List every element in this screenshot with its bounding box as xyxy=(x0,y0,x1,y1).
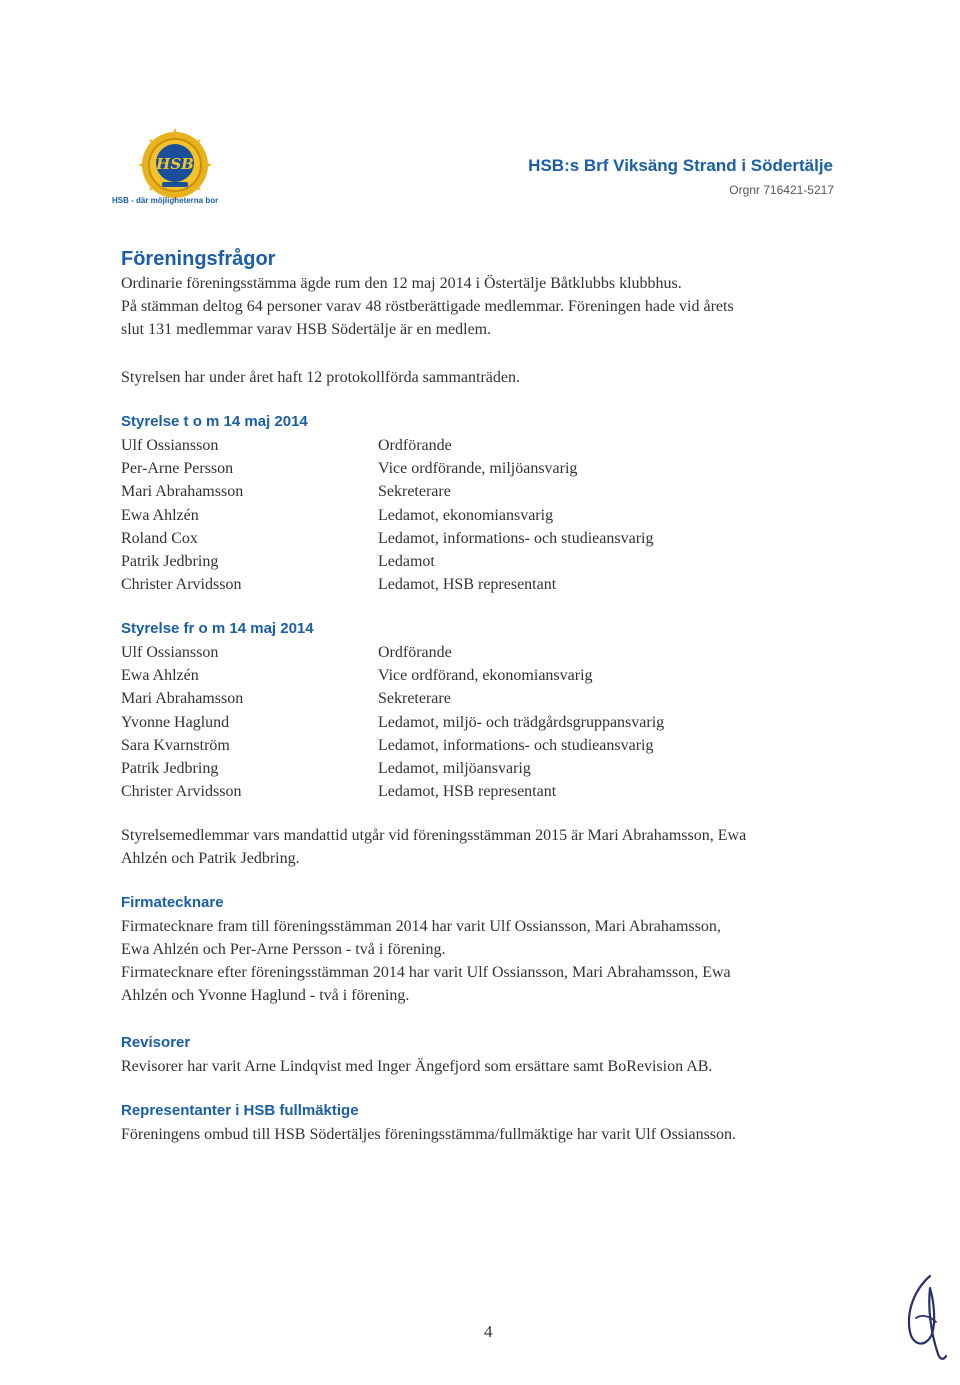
handwritten-initials xyxy=(900,1272,950,1362)
revisorer-text: Revisorer har varit Arne Lindqvist med Inger Ängefjord som ersättare samt BoRevision AB. xyxy=(121,1058,713,1075)
board-member-row xyxy=(121,527,653,550)
member-role: Ledamot, miljöansvarig xyxy=(378,759,531,777)
member-role: Ledamot, informations- och studieansvarig xyxy=(378,736,654,754)
representanter-paragraph xyxy=(121,1123,841,1146)
member-role: Ledamot, HSB representant xyxy=(378,783,557,801)
logo-tagline: HSB - där möjligheterna bor xyxy=(112,196,219,205)
member-name: Mari Abrahamsson xyxy=(121,483,244,501)
hsb-logo-icon xyxy=(138,128,212,202)
board-after-list xyxy=(121,641,664,803)
svg-text:HSB: HSB xyxy=(156,155,194,173)
firmatecknare-line: Ahlzén och Yvonne Haglund - två i förening. xyxy=(121,987,410,1004)
board-before-heading: Styrelse t o m 14 maj 2014 xyxy=(121,413,308,430)
member-name: Per-Arne Persson xyxy=(121,460,234,478)
member-name: Christer Arvidsson xyxy=(121,783,242,801)
board-member-row xyxy=(121,457,653,480)
member-role: Vice ordförande, miljöansvarig xyxy=(378,460,578,478)
representanter-heading: Representanter i HSB fullmäktige xyxy=(121,1102,359,1119)
intro-line: På stämman deltog 64 personer varav 48 röstberättigade medlemmar. Föreningen hade vid årets xyxy=(121,298,734,315)
firmatecknare-line: Ewa Ahlzén och Per-Arne Persson - två i förening. xyxy=(121,941,446,958)
intro-line: slut 131 medlemmar varav HSB Södertälje är en medlem. xyxy=(121,321,492,338)
section-title: Föreningsfrågor xyxy=(121,248,276,270)
member-role: Ordförande xyxy=(378,437,452,454)
organization-number: Orgnr 716421-5217 xyxy=(729,183,834,197)
firmatecknare-heading: Firmatecknare xyxy=(121,894,224,911)
member-role: Ledamot xyxy=(378,552,435,570)
meetings-text: Styrelsen har under året haft 12 protokollförda sammanträden. xyxy=(121,369,520,386)
intro-line: Ordinarie föreningsstämma ägde rum den 12 maj 2014 i Östertälje Båtklubbs klubbhus. xyxy=(121,275,682,292)
member-name: Ulf Ossiansson xyxy=(121,437,219,454)
board-member-row xyxy=(121,641,664,664)
board-before-list xyxy=(121,434,653,596)
member-role: Ordförande xyxy=(378,644,452,661)
revisorer-heading: Revisorer xyxy=(121,1034,191,1051)
board-member-row xyxy=(121,664,664,687)
board-member-row xyxy=(121,687,664,710)
board-member-row xyxy=(121,780,664,803)
board-member-row xyxy=(121,711,664,734)
member-name: Roland Cox xyxy=(121,529,198,547)
firmatecknare-line: Firmatecknare fram till föreningsstämman 2014 har varit Ulf Ossiansson, Mari Abrahamsson, xyxy=(121,918,721,935)
member-role: Ledamot, miljö- och trädgårdsgruppansvarig xyxy=(378,713,665,731)
meetings-paragraph xyxy=(121,366,841,389)
revisorer-paragraph xyxy=(121,1055,841,1078)
mandate-line: Ahlzén och Patrik Jedbring. xyxy=(121,850,300,867)
member-role: Ledamot, HSB representant xyxy=(378,576,557,594)
member-name: Ewa Ahlzén xyxy=(121,667,199,685)
member-role: Ledamot, ekonomiansvarig xyxy=(378,506,554,524)
member-name: Patrik Jedbring xyxy=(121,759,219,777)
member-name: Yvonne Haglund xyxy=(121,713,230,731)
member-name: Sara Kvarnström xyxy=(121,736,230,754)
member-name: Christer Arvidsson xyxy=(121,576,242,594)
firmatecknare-paragraph xyxy=(121,915,841,1007)
board-member-row xyxy=(121,757,664,780)
intro-paragraph xyxy=(121,272,841,341)
member-role: Vice ordförand, ekonomiansvarig xyxy=(378,667,593,685)
board-member-row xyxy=(121,434,653,457)
representanter-text: Föreningens ombud till HSB Södertäljes föreningsstämma/fullmäktige har varit Ulf Ossiansson. xyxy=(121,1126,737,1143)
firmatecknare-line: Firmatecknare efter föreningsstämman 2014 har varit Ulf Ossiansson, Mari Abrahamsson, Ewa xyxy=(121,964,731,981)
member-role: Sekreterare xyxy=(378,690,451,708)
board-member-row xyxy=(121,480,653,503)
member-role: Ledamot, informations- och studieansvarig xyxy=(378,529,654,547)
board-after-heading: Styrelse fr o m 14 maj 2014 xyxy=(121,620,314,637)
mandate-line: Styrelsemedlemmar vars mandattid utgår vid föreningsstämman 2015 är Mari Abrahamsson, Ewa xyxy=(121,827,747,844)
board-member-row xyxy=(121,550,653,573)
member-name: Ewa Ahlzén xyxy=(121,506,199,524)
organization-name: HSB:s Brf Viksäng Strand i Södertälje xyxy=(528,156,833,175)
board-member-row xyxy=(121,504,653,527)
mandate-paragraph xyxy=(121,824,841,870)
hsb-logo xyxy=(112,128,252,210)
member-name: Mari Abrahamsson xyxy=(121,690,244,708)
member-name: Ulf Ossiansson xyxy=(121,644,219,661)
board-member-row xyxy=(121,573,653,596)
page-number: 4 xyxy=(484,1322,493,1341)
board-member-row xyxy=(121,734,664,757)
member-name: Patrik Jedbring xyxy=(121,552,219,570)
member-role: Sekreterare xyxy=(378,483,451,501)
